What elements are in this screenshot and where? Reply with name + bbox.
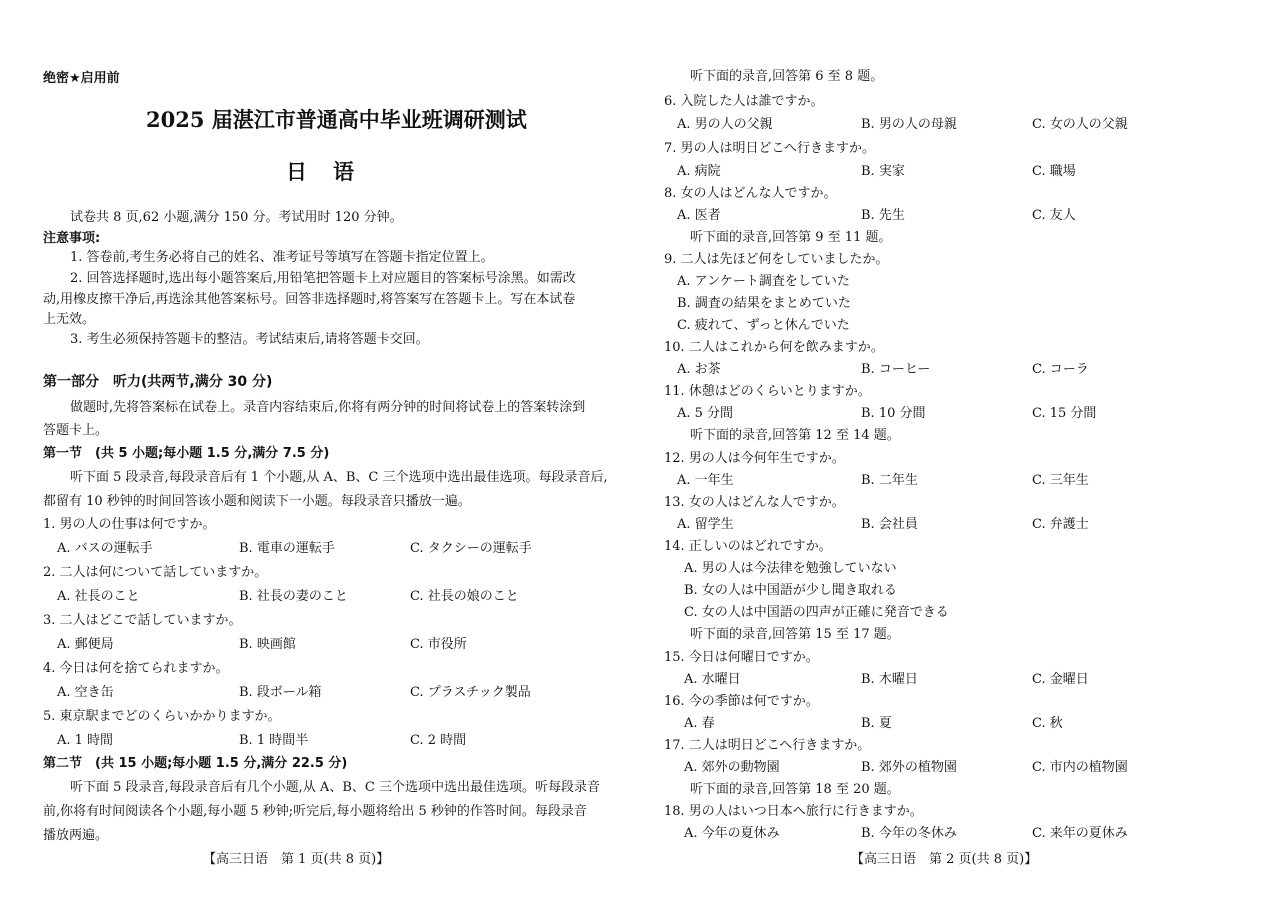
option-15b: B. 木曜日: [861, 672, 918, 687]
option-17b: B. 郊外の植物園: [861, 760, 957, 775]
option-10a: A. お茶: [677, 362, 721, 377]
option-2b: B. 社長の妻のこと: [239, 589, 348, 604]
option-3a: A. 郵便局: [57, 637, 114, 652]
option-16c: C. 秋: [1032, 716, 1063, 731]
option-11a: A. 5 分間: [677, 406, 734, 421]
option-4c: C. プラスチック製品: [410, 685, 531, 700]
page-footer-right: 【高三日语 第 2 页(共 8 页)】: [851, 852, 1038, 867]
question-14: 14. 正しいのはどれですか。: [664, 539, 832, 554]
question-7: 7. 男の人は明日どこへ行きますか。: [664, 141, 876, 156]
option-13b: B. 会社員: [861, 517, 918, 532]
option-14b: B. 女の人は中国語が少し聞き取れる: [684, 583, 897, 598]
option-12b: B. 二年生: [861, 473, 918, 488]
option-14c: C. 女の人は中国語の四声が正確に発音できる: [684, 605, 949, 620]
notice-item-2-line-1: 2. 回答选择题时,选出每小题答案后,用铅笔把答题卡上对应题目的答案标号涂黑。如需改: [70, 271, 576, 286]
section2-heading: 第二节 (共 15 小题;每小题 1.5 分,满分 22.5 分): [43, 756, 348, 771]
notice-heading: 注意事项:: [43, 231, 101, 246]
section1-intro-line-1: 听下面 5 段录音,每段录音后有 1 个小题,从 A、B、C 三个选项中选出最佳选项。每段录音后,: [70, 470, 608, 485]
option-1b: B. 電車の運転手: [239, 541, 335, 556]
question-12: 12. 男の人は今何年生ですか。: [664, 451, 845, 466]
option-4a: A. 空き缶: [57, 685, 114, 700]
option-7a: A. 病院: [677, 164, 721, 179]
option-13a: A. 留学生: [677, 517, 734, 532]
question-10: 10. 二人はこれから何を飲みますか。: [664, 340, 884, 355]
option-15a: A. 水曜日: [684, 672, 741, 687]
option-2a: A. 社長のこと: [57, 589, 140, 604]
option-1a: A. バスの運転手: [57, 541, 153, 556]
section2-intro-line-3: 播放两遍。: [43, 828, 109, 843]
part1-intro-line-2: 答题卡上。: [43, 423, 109, 438]
option-16b: B. 夏: [861, 716, 892, 731]
option-18a: A. 今年の夏休み: [684, 826, 780, 841]
option-18b: B. 今年の冬休み: [861, 826, 957, 841]
option-9b: B. 調査の結果をまとめていた: [677, 296, 851, 311]
listen-instruction-15-17: 听下面的录音,回答第 15 至 17 题。: [690, 627, 900, 642]
question-9: 9. 二人は先ほど何をしていましたか。: [664, 252, 889, 267]
question-6: 6. 入院した人は誰ですか。: [664, 94, 824, 109]
listen-instruction-12-14: 听下面的录音,回答第 12 至 14 题。: [690, 428, 900, 443]
exam-info: 试卷共 8 页,62 小题,满分 150 分。考试用时 120 分钟。: [70, 210, 403, 225]
subject-title: 日语: [286, 160, 380, 184]
page-footer-left: 【高三日语 第 1 页(共 8 页)】: [203, 852, 390, 867]
option-7b: B. 実家: [861, 164, 905, 179]
option-7c: C. 職場: [1032, 164, 1076, 179]
section1-intro-line-2: 都留有 10 秒钟的时间回答该小题和阅读下一小题。每段录音只播放一遍。: [43, 494, 471, 509]
option-12a: A. 一年生: [677, 473, 734, 488]
question-15: 15. 今日は何曜日ですか。: [664, 650, 819, 665]
option-6c: C. 女の人の父親: [1032, 117, 1128, 132]
option-5c: C. 2 時間: [410, 733, 467, 748]
option-16a: A. 春: [684, 716, 715, 731]
option-15c: C. 金曜日: [1032, 672, 1089, 687]
option-2c: C. 社長の娘のこと: [410, 589, 519, 604]
question-16: 16. 今の季節は何ですか。: [664, 694, 819, 709]
question-18: 18. 男の人はいつ日本へ旅行に行きますか。: [664, 804, 923, 819]
section2-intro-line-1: 听下面 5 段录音,每段录音后有几个小题,从 A、B、C 三个选项中选出最佳选项。听每段录音: [70, 780, 600, 795]
question-4: 4. 今日は何を捨てられますか。: [43, 661, 229, 676]
option-17a: A. 郊外の動物園: [684, 760, 780, 775]
question-11: 11. 休憩はどのくらいとりますか。: [664, 384, 871, 399]
question-1: 1. 男の人の仕事は何ですか。: [43, 517, 216, 532]
listen-instruction-18-20: 听下面的录音,回答第 18 至 20 题。: [690, 782, 900, 797]
option-11c: C. 15 分間: [1032, 406, 1097, 421]
option-4b: B. 段ボール箱: [239, 685, 322, 700]
option-5a: A. 1 時間: [57, 733, 114, 748]
option-8a: A. 医者: [677, 208, 721, 223]
option-3b: B. 映画館: [239, 637, 296, 652]
question-13: 13. 女の人はどんな人ですか。: [664, 495, 845, 510]
option-14a: A. 男の人は今法律を勉強していない: [684, 561, 897, 576]
notice-item-1: 1. 答卷前,考生务必将自己的姓名、准考证号等填写在答题卡指定位置上。: [70, 250, 494, 265]
listen-instruction-6-8: 听下面的录音,回答第 6 至 8 题。: [690, 69, 884, 84]
confidential-label: 绝密★启用前: [43, 71, 120, 86]
option-12c: C. 三年生: [1032, 473, 1089, 488]
question-2: 2. 二人は何について話していますか。: [43, 565, 268, 580]
option-10c: C. コーラ: [1032, 362, 1089, 377]
question-8: 8. 女の人はどんな人ですか。: [664, 186, 837, 201]
option-6b: B. 男の人の母親: [861, 117, 957, 132]
option-11b: B. 10 分間: [861, 406, 926, 421]
notice-item-3: 3. 考生必须保持答题卡的整洁。考试结束后,请将答题卡交回。: [70, 332, 429, 347]
part1-heading: 第一部分 听力(共两节,满分 30 分): [43, 374, 273, 390]
option-3c: C. 市役所: [410, 637, 467, 652]
exam-title: 2025 届湛江市普通高中毕业班调研测试: [146, 107, 527, 132]
section2-intro-line-2: 前,你将有时间阅读各个小题,每小题 5 秒钟;听完后,每小题将给出 5 秒钟的作答时间。每段录音: [43, 804, 587, 819]
option-6a: A. 男の人の父親: [677, 117, 773, 132]
notice-item-2-line-2: 动,用橡皮擦干净后,再选涂其他答案标号。回答非选择题时,将答案写在答题卡上。写在本试卷: [43, 292, 576, 307]
option-10b: B. コーヒー: [861, 362, 931, 377]
option-5b: B. 1 時間半: [239, 733, 309, 748]
option-17c: C. 市内の植物園: [1032, 760, 1128, 775]
option-18c: C. 来年の夏休み: [1032, 826, 1128, 841]
option-9c: C. 疲れて、ずっと休んでいた: [677, 318, 850, 333]
question-17: 17. 二人は明日どこへ行きますか。: [664, 738, 871, 753]
listen-instruction-9-11: 听下面的录音,回答第 9 至 11 题。: [690, 230, 892, 245]
question-5: 5. 東京駅までどのくらいかかりますか。: [43, 709, 281, 724]
option-8c: C. 友人: [1032, 208, 1076, 223]
section1-heading: 第一节 (共 5 小题;每小题 1.5 分,满分 7.5 分): [43, 446, 330, 461]
question-3: 3. 二人はどこで話していますか。: [43, 613, 242, 628]
option-9a: A. アンケート調査をしていた: [677, 274, 850, 289]
option-13c: C. 弁護士: [1032, 517, 1089, 532]
part1-intro-line-1: 做题时,先将答案标在试卷上。录音内容结束后,你将有两分钟的时间将试卷上的答案转涂到: [70, 400, 586, 415]
notice-item-2-line-3: 上无效。: [43, 312, 96, 327]
option-1c: C. タクシーの運転手: [410, 541, 532, 556]
option-8b: B. 先生: [861, 208, 905, 223]
